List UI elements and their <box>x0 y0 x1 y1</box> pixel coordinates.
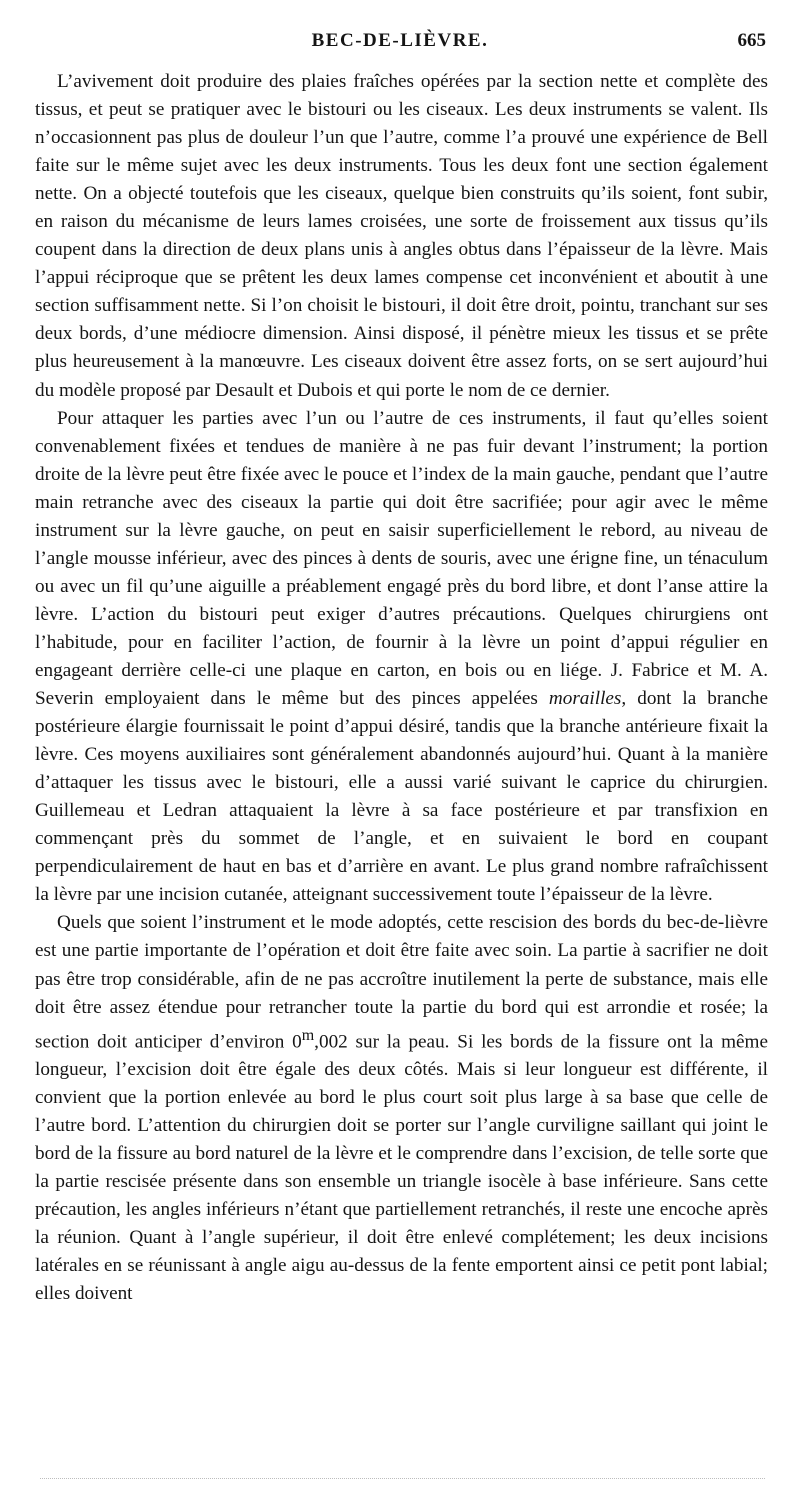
paragraph-text: ,002 sur la peau. Si les bords de la fissure ont la même longueur, l’excision doit être égale des deux côtés. Mais si leur longueur est différente, il convient que la portion enlevée au bord le plus court soit plus large à sa base que celle de l’autre bord. L’attention du chirurgien doit se porter sur l’angle curviligne saillant qui joint le bord de la fissure au bord naturel de la lèvre et le comprendre dans l’excision, de telle sorte que la partie rescisée présente dans son ensemble un triangle isocèle à base inférieure. Sans cette précaution, les angles inférieurs n’étant que partiellement retranchés, il reste une encoche après la réunion. Quant à l’angle supérieur, il doit être enlevé complétement; les deux incisions latérales en se réunissant à angle aigu au-dessus de la fente emportent ainsi ce petit pont labial; elles doivent <box>35 1030 768 1305</box>
paragraph-avivement <box>35 68 768 405</box>
unit-superscript: m <box>301 1026 315 1044</box>
paragraph-attaque <box>35 405 768 910</box>
paragraph-text: Pour attaquer les parties avec l’un ou l’autre de ces instruments, il faut qu’elles soient convenablement fixées et tendues de manière à ne pas fuir devant l’instrument; la portion droite de la lèvre peut être fixée avec le pouce et l’index de la main gauche, pendant que l’autre main retranche avec des ciseaux la partie qui doit être sacrifiée; pour agir avec le même instrument sur la lèvre gauche, on peut en saisir superficiellement le rebord, au niveau de l’angle mousse inférieur, avec des pinces à dents de souris, avec une érigne fine, un ténaculum ou avec un fil qu’une aiguille a préablement engagé près du bord libre, et dont l’anse attire la lèvre. L’action du bistouri peut exiger d’autres précautions. Quelques chirurgiens ont l’habitude, pour en faciliter l’action, de fournir à la lèvre un point d’appui régulier en engageant derrière celle-ci une plaque en carton, en bois ou en liége. J. Fabrice et M. A. Severin employaient dans le même but des pinces appelées <box>35 407 768 710</box>
paragraph-text: Quels que soient l’instrument et le mode adoptés, cette rescision des bords du bec-de-lièvre est une partie importante de l’opération et doit être faite avec soin. La partie à sacrifier ne doit pas être trop considérable, afin de ne pas accroître inutilement la perte de substance, mais elle doit être assez étendue pour retrancher toute la partie du bord qui est arrondie et rosée; la section doit anticiper d’environ 0 <box>35 912 768 1052</box>
next-page-bleedthrough <box>40 1478 765 1480</box>
page-number: 665 <box>737 30 766 51</box>
running-title: BEC-DE-LIÈVRE. <box>311 30 489 51</box>
paragraph-rescision <box>35 909 768 1308</box>
paragraph-text: L’avivement doit produire des plaies fraîches opérées par la section nette et complète des tissus, et peut se pratiquer avec le bistouri ou les ciseaux. Les deux instruments se valent. Ils n’occasionnent pas plus de douleur l’un que l’autre, comme l’a prouvé une expérience de Bell faite sur le même sujet avec les deux instruments. Tous les deux font une section également nette. On a objecté toutefois que les ciseaux, quelque bien construits qu’ils soient, font subir, en raison du mécanisme de leurs lames croisées, une sorte de froissement aux tissus qu’ils coupent dans la direction de deux plans unis à angles obtus dans l’épaisseur de la lèvre. Mais l’appui réciproque que se prêtent les deux lames compense cet inconvénient et aboutit à une section suffisamment nette. Si l’on choisit le bistouri, il doit être droit, pointu, tranchant sur ses deux bords, d’une médiocre dimension. Ainsi disposé, il pénètre mieux les tissus et se prête plus heureusement à la manœuvre. Les ciseaux doivent être assez forts, on se sert aujourd’hui du modèle proposé par Desault et Dubois et qui porte le nom de ce dernier. <box>35 71 768 401</box>
body-text <box>35 68 768 1308</box>
paragraph-text: , dont la branche postérieure élargie fournissait le point d’appui désiré, tandis que la branche antérieure fixait la lèvre. Ces moyens auxiliaires sont généralement abandonnés aujourd’hui. Quant à la manière d’attaquer les tissus avec le bistouri, elle a aussi varié suivant le caprice du chirurgien. Guillemeau et Ledran attaquaient la lèvre à sa face postérieure et par transfixion en commençant près du sommet de l’angle, et en suivaient le bord en coupant perpendiculairement de haut en bas et d’arrière en avant. Le plus grand nombre rafraîchissent la lèvre par une incision cutanée, atteignant successivement toute l’épaisseur de la lèvre. <box>35 688 768 906</box>
running-head <box>32 30 768 58</box>
italic-term: morailles <box>548 688 622 710</box>
